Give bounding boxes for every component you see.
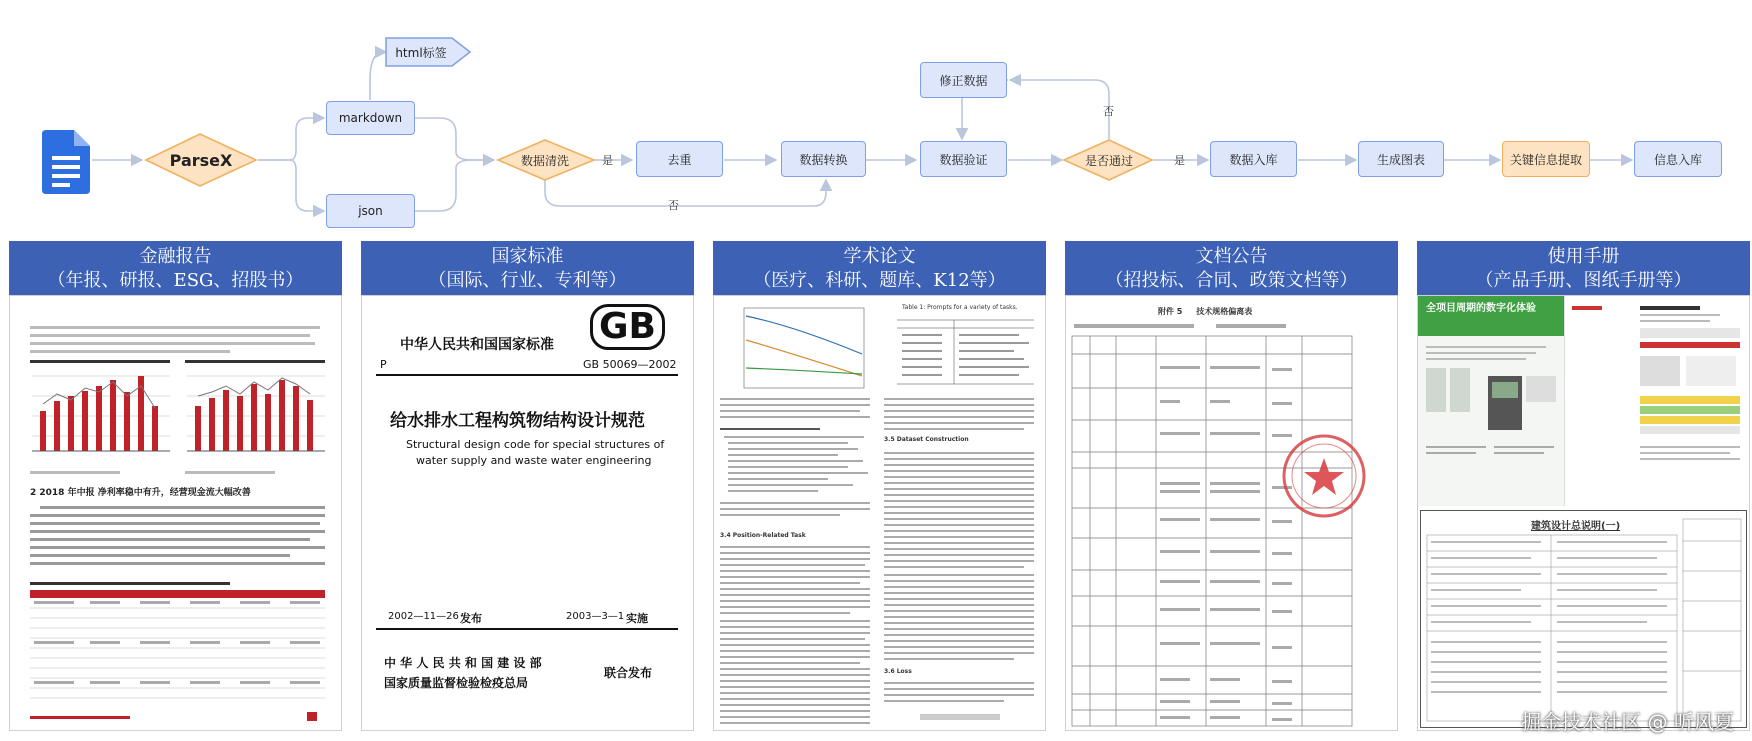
panel-manual <box>1417 241 1750 731</box>
watermark: 掘金技术社区 @ 听风夏 <box>1521 710 1734 734</box>
gb-publisher-2: 国家质量监督检验检疫总局 <box>384 676 529 690</box>
gb-logo: GB <box>590 304 665 350</box>
parsex-node: ParseX <box>169 150 233 170</box>
edge-label-no-2: 否 <box>1103 105 1114 118</box>
pass-check-node: 是否通过 <box>1084 153 1133 168</box>
panel-national-standard <box>361 241 694 731</box>
generate-chart-node: 生成图表 <box>1358 141 1444 177</box>
gb-joint: 联合发布 <box>604 666 653 680</box>
gb-rule <box>376 374 678 376</box>
edge-label-yes-2: 是 <box>1174 154 1185 167</box>
info-store-node: 信息入库 <box>1634 141 1722 177</box>
panel-header <box>713 241 1046 295</box>
manual-drawing-graphic <box>1421 511 1746 727</box>
data-store-node: 数据入库 <box>1210 141 1297 177</box>
tender-table-graphic <box>1066 296 1397 730</box>
panel-header <box>361 241 694 295</box>
panel-header <box>1065 241 1398 295</box>
gb-rule-bottom <box>376 628 678 630</box>
finance-heading: 2 2018 年中报 净利率稳中有升，经营现金流大幅改善 <box>30 488 251 498</box>
paper-section-dataset: 3.5 Dataset Construction <box>884 436 969 443</box>
gb-issue: 发布 <box>460 612 482 625</box>
edge-label-yes-1: 是 <box>602 154 613 167</box>
data-validate-node: 数据验证 <box>920 141 1007 177</box>
manual-drawing-title: 建筑设计总说明(一) <box>1531 521 1621 532</box>
manual-green-title: 全项目周期的数字化体验 <box>1426 303 1536 314</box>
panel-title: 使用手册 <box>1547 246 1620 267</box>
panel-academic-paper <box>713 241 1046 731</box>
gb-p: P <box>380 358 387 371</box>
paper-table-caption: Table 1: Prompts for a variety of tasks. <box>902 304 1018 311</box>
gb-impl: 实施 <box>626 612 648 625</box>
paper-section-loss: 3.6 Loss <box>884 668 912 675</box>
markdown-node: markdown <box>326 101 415 135</box>
gb-en-line1: Structural design code for special structures of <box>406 438 665 451</box>
manual-preview <box>1417 295 1750 731</box>
key-info-extract-node: 关键信息提取 <box>1502 141 1590 177</box>
gb-date-impl: 2003—3—1 <box>566 611 625 622</box>
gb-title: 给水排水工程构筑物结构设计规范 <box>390 411 645 431</box>
data-convert-node: 数据转换 <box>781 141 866 177</box>
paper-preview <box>713 295 1046 731</box>
tender-doc-preview <box>1065 295 1398 731</box>
manual-product-page <box>1418 296 1565 506</box>
panel-notice <box>1065 241 1398 731</box>
gb-code: GB 50069—2002 <box>583 358 677 371</box>
manual-spec-graphic <box>1566 296 1749 506</box>
gb-org: 中华人民共和国国家标准 <box>400 337 554 353</box>
paper-section-position: 3.4 Position-Related Task <box>720 532 806 539</box>
finance-report-preview <box>9 295 342 731</box>
manual-product-graphic <box>1418 296 1564 506</box>
dedup-node: 去重 <box>636 141 723 177</box>
html-tag-node: html标签 <box>395 45 447 60</box>
document-icon <box>40 130 90 194</box>
panel-title: 文档公告 <box>1195 246 1268 267</box>
notice-heading: 附件 5 技术规格偏离表 <box>1158 307 1253 316</box>
panel-subtitle: （年报、研报、ESG、招股书） <box>47 270 304 291</box>
flow-connectors <box>0 0 1752 235</box>
finance-doc-graphic <box>10 296 341 730</box>
panel-finance <box>9 241 342 731</box>
panel-header <box>9 241 342 295</box>
edge-label-no-1: 否 <box>668 199 679 212</box>
panel-title: 国家标准 <box>491 246 564 267</box>
gb-en-line2: water supply and waste water engineering <box>416 454 652 467</box>
panel-subtitle: （招投标、合同、政策文档等） <box>1105 270 1358 291</box>
panel-title: 金融报告 <box>139 246 212 267</box>
data-clean-node: 数据清洗 <box>520 153 569 168</box>
manual-drawing-page <box>1420 510 1747 728</box>
panel-subtitle: （产品手册、图纸手册等） <box>1475 270 1692 291</box>
gb-date-issue: 2002—11—26 <box>388 611 459 622</box>
pipeline-flowchart <box>0 0 1752 235</box>
fix-data-node: 修正数据 <box>920 62 1007 98</box>
panel-subtitle: （国际、行业、专利等） <box>428 270 627 291</box>
json-node: json <box>326 194 415 228</box>
panel-header <box>1417 241 1750 295</box>
gb-publisher-1: 中 华 人 民 共 和 国 建 设 部 <box>384 656 542 670</box>
paper-graphic <box>714 296 1045 730</box>
gb-standard-preview <box>361 295 694 731</box>
panel-subtitle: （医疗、科研、题库、K12等） <box>753 270 1006 291</box>
manual-spec-page <box>1566 296 1749 506</box>
panel-title: 学术论文 <box>843 246 916 267</box>
